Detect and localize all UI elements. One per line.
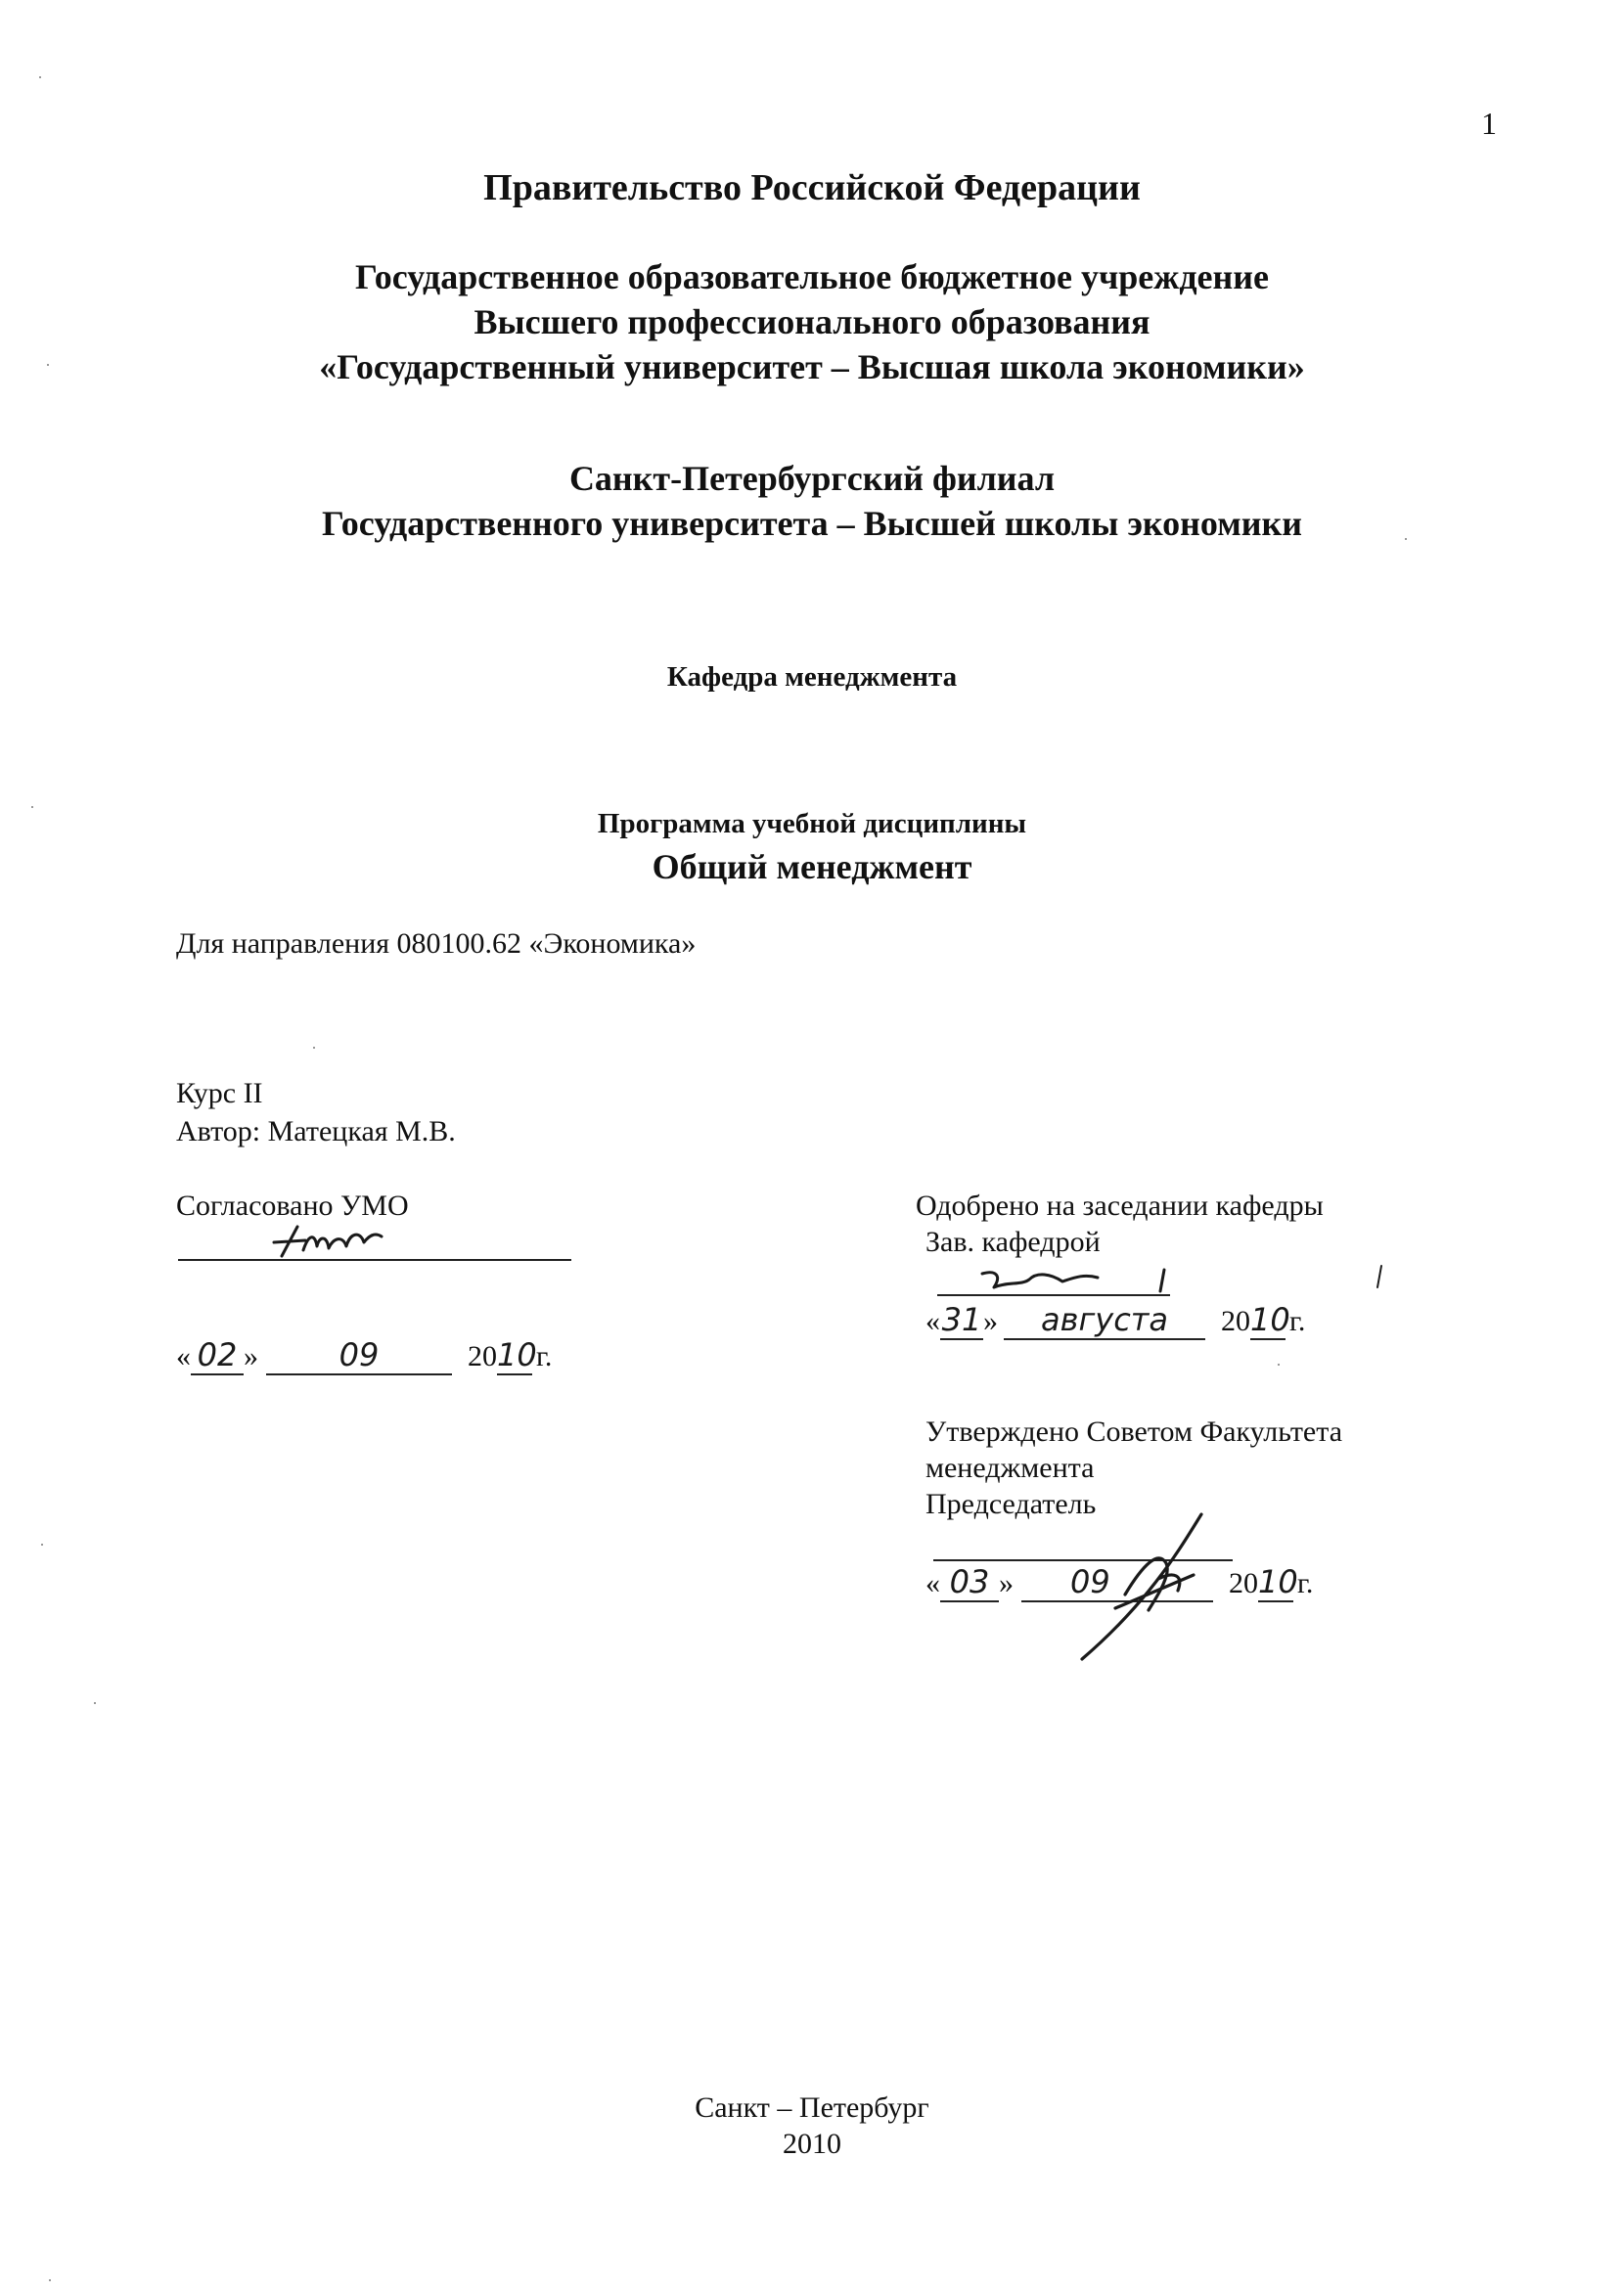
scan-speck (39, 76, 41, 78)
department-name: Кафедра менеджмента (666, 661, 958, 693)
stray-mark (1370, 1262, 1389, 1301)
institution-type: Государственное образовательное бюджетное учреждение (355, 257, 1269, 296)
direction-text: Для направления 080100.62 «Экономика» (176, 927, 697, 960)
author-text: Автор: Матецкая М.В. (176, 1115, 456, 1147)
umo-date-year: 10 (497, 1336, 537, 1373)
head-of-department-label: Зав. кафедрой (925, 1226, 1101, 1258)
scan-speck (47, 364, 49, 366)
council-date-day: 03 (940, 1563, 999, 1602)
scan-speck (41, 1544, 43, 1546)
umo-date-day: 02 (191, 1336, 244, 1375)
branch-university: Государственного университета – Высшей школы экономики (322, 504, 1302, 543)
scan-speck (1405, 538, 1407, 540)
university-name: «Государственный университет – Высшая школа экономики» (319, 347, 1305, 386)
council-date-month: 09 (1021, 1563, 1213, 1602)
head-signature-line (937, 1294, 1170, 1296)
scan-speck (1278, 1364, 1280, 1366)
umo-date-month: 09 (266, 1336, 452, 1375)
scan-speck (31, 806, 33, 808)
council-date-year: 10 (1258, 1563, 1298, 1600)
umo-date: « 02 » 09 2010г. (176, 1336, 553, 1373)
department-date-year: 10 (1250, 1301, 1290, 1338)
footer-city: Санкт – Петербург (695, 2091, 929, 2124)
department-date-day: 31 (941, 1301, 982, 1338)
page-number: 1 (1481, 106, 1497, 141)
umo-signature-line (178, 1259, 571, 1261)
program-label: Программа учебной дисциплины (597, 808, 1027, 839)
branch-name: Санкт-Петербургский филиал (568, 459, 1056, 498)
council-date: « 03 » 09 2010г. (925, 1563, 1314, 1600)
council-faculty-label: менеджмента (925, 1452, 1095, 1484)
government-heading: Правительство Российской Федерации (483, 167, 1141, 208)
scan-speck (313, 1047, 315, 1049)
footer-year: 2010 (783, 2128, 841, 2160)
approved-department-label: Одобрено на заседании кафедры (916, 1190, 1324, 1222)
agreed-umo-label: Согласовано УМО (176, 1190, 409, 1222)
council-approved-label: Утверждено Советом Факультета (925, 1416, 1343, 1448)
chairman-signature-line (933, 1559, 1233, 1561)
program-title: Общий менеджмент (652, 847, 972, 886)
education-level: Высшего профессионального образования (474, 302, 1150, 341)
department-date-month: августа (1004, 1301, 1205, 1340)
scan-speck (49, 2279, 51, 2281)
scan-speck (94, 1702, 96, 1704)
course-text: Курс II (176, 1077, 263, 1109)
chairman-label: Председатель (925, 1488, 1097, 1520)
department-date: «31» августа 2010г. (925, 1301, 1306, 1338)
